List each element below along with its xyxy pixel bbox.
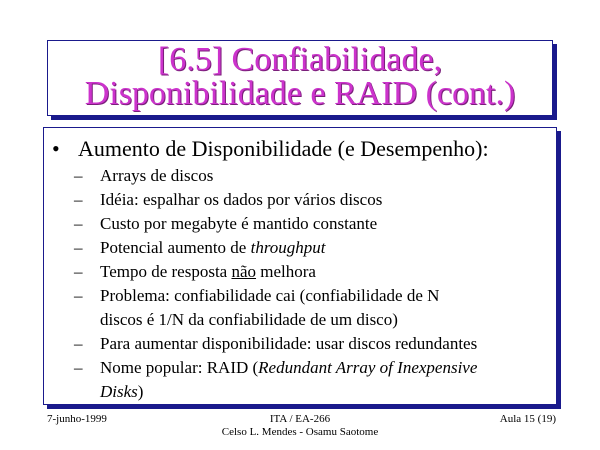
list-item (74, 284, 477, 332)
list-item-text: Idéia: espalhar os dados por vários discos (100, 190, 383, 209)
list-item-text: Custo por megabyte é mantido constante (100, 214, 378, 233)
main-bullet (52, 136, 489, 162)
sub-bullet-list (74, 164, 477, 404)
footer-page-number: Aula 15 (19) (499, 413, 556, 425)
list-item-italic-text: throughput (250, 238, 326, 257)
dash-icon: – (74, 166, 83, 185)
dash-icon: – (74, 238, 83, 257)
slide-title-line-1: [6.5] Confiabilidade, (157, 41, 443, 78)
list-item-underlined-text: não (231, 262, 257, 281)
list-item-text: Para aumentar disponibilidade: usar discos redundantes (100, 334, 478, 353)
footer-date: 7-junho-1999 (47, 413, 107, 425)
footer-course: ITA / EA-266 (269, 413, 331, 425)
slide-body-box (43, 127, 557, 405)
list-item (74, 212, 477, 236)
bullet-dot-icon: • (52, 136, 60, 161)
list-item-text: Nome popular: RAID ( (100, 358, 259, 377)
dash-icon: – (74, 286, 83, 305)
slide-title-line-2: Disponibilidade e RAID (cont.) (84, 75, 516, 112)
list-item-italic-text: Redundant Array of Inexpensive (258, 358, 478, 377)
footer-authors: Celso L. Mendes - Osamu Saotome (221, 426, 379, 438)
list-item (74, 260, 477, 284)
list-item-text-end: ) (137, 382, 144, 401)
list-item-text-end: melhora (256, 262, 316, 281)
list-item-text: Tempo de resposta (100, 262, 232, 281)
list-item (74, 164, 477, 188)
list-item-italic-text-line-2: Disks (100, 382, 138, 401)
list-item-text-line-1: Problema: confiabilidade cai (confiabilidade de N (100, 286, 440, 305)
dash-icon: – (74, 262, 83, 281)
dash-icon: – (74, 190, 83, 209)
dash-icon: – (74, 334, 83, 353)
dash-icon: – (74, 358, 83, 377)
list-item-text: Arrays de discos (100, 166, 214, 185)
list-item (74, 188, 477, 212)
list-item (74, 236, 477, 260)
list-item-text-line-2: discos é 1/N da confiabilidade de um disco) (100, 310, 398, 329)
list-item-text: Potencial aumento de (100, 238, 251, 257)
dash-icon: – (74, 214, 83, 233)
main-bullet-text: Aumento de Disponibilidade (e Desempenho): (78, 136, 489, 161)
list-item (74, 332, 477, 356)
slide-title-box (47, 40, 553, 116)
list-item (74, 356, 477, 404)
